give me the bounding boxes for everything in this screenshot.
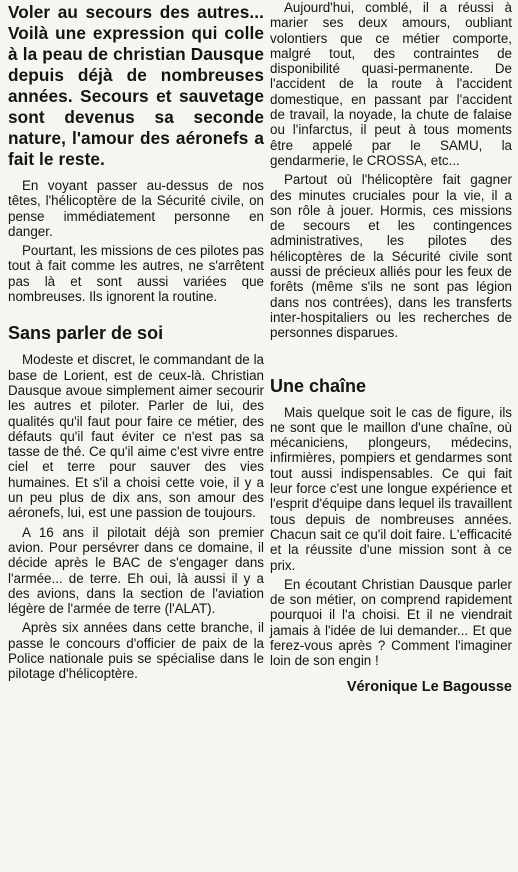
author-signature: Véronique Le Bagousse xyxy=(346,678,512,695)
body-paragraph: A 16 ans il pilotait déjà son premier avion. Pour persévrer dans ce domaine, il décide après le BAC de s'engager dans l'armée... de terre. Eh oui, là aussi il y a des avions, dans la section de l'aviation légère de l'armée de terre (l'ALAT). xyxy=(8,524,264,617)
section-heading: Une chaîne xyxy=(270,375,367,396)
body-paragraph: Partout où l'hélicoptère fait gagner des minutes cruciales pour la vie, il a son rôle à jouer. Hormis, ces missions de secours et les contingences administratives, les pilotes des hélicoptères de la Sécurité civile sont aussi de précieux alliés pour les feux de forêts (même s'ils ne sont pas légion dans nos contrées), dans les transferts inter-hospitaliers ou les recherches de personnes disparues. xyxy=(270,172,512,341)
body-paragraph: Modeste et discret, le commandant de la base de Lorient, est de ceux-là. Christian Dausque avoue simplement aimer secourir les autres et piloter. Parler de lui, des qualités qu'il faut pour faire ce métier, des défauts qu'il faut éviter ce n'est pas sa tasse de thé. Ce qu'il aime c'est vivre entre ciel et terre pour sauver des vies humaines. Et s'il a choisi cette voie, il y a un peu plus de dix ans, son amour des aéronefs, lui, est une passion de toujours. xyxy=(8,352,264,521)
section-heading: Sans parler de soi xyxy=(8,323,164,344)
body-paragraph: Pourtant, les missions de ces pilotes pas tout à fait comme les autres, ne s'arrêtent pas là et sont aussi variées que nombreuses. Ils ignorent la routine. xyxy=(8,243,264,305)
right-column xyxy=(270,0,512,695)
body-paragraph: Après six années dans cette branche, il passe le concours d'officier de paix de la Police nationale puis se spécialise dans le pilotage d'hélicoptère. xyxy=(8,620,264,682)
body-paragraph: Aujourd'hui, comblé, il a réussi à marier ses deux amours, oubliant volontiers que ce métier comporte, malgré tout, des contraintes de disponibilité quasi-permanente. De l'accident de la route à l'accident domestique, en passant par l'accident de travail, la noyade, la chute de falaise ou l'infarctus, il peut à tous moments être appelé par le SAMU, la gendarmerie, le CROSSA, etc... xyxy=(270,0,512,168)
lead-paragraph: Voler au secours des autres... Voilà une expression qui colle à la peau de christian Dausque depuis déjà de nombreuses années. Secours et sauvetage sont devenus sa seconde nature, l'amour des aéronefs a fait le reste. xyxy=(8,2,264,169)
body-paragraph: En voyant passer au-dessus de nos têtes, l'hélicoptère de la Sécurité civile, on pense immédiatement personne en danger. xyxy=(8,178,264,239)
left-column xyxy=(8,0,264,686)
body-paragraph: Mais quelque soit le cas de figure, ils ne sont que le maillon d'une chaîne, où mécaniciens, plongeurs, médecins, infirmières, pompiers et gendarmes sont tout aussi indispensables. Ce qui fait leur force c'est une longue expérience et l'esprit d'équipe dans lequel ils travaillent tous depuis de nombreuses années. Chacun sait ce qu'il doit faire. L'efficacité et la réussite d'une mission sont à ce prix. xyxy=(270,404,512,573)
body-paragraph: En écoutant Christian Dausque parler de son métier, on comprend rapidement pourquoi il l'a choisi. Et il ne viendrait jamais à l'idée de lui demander... Et que ferez-vous après ? Comment l'imaginer loin de son engin ! xyxy=(270,576,512,669)
